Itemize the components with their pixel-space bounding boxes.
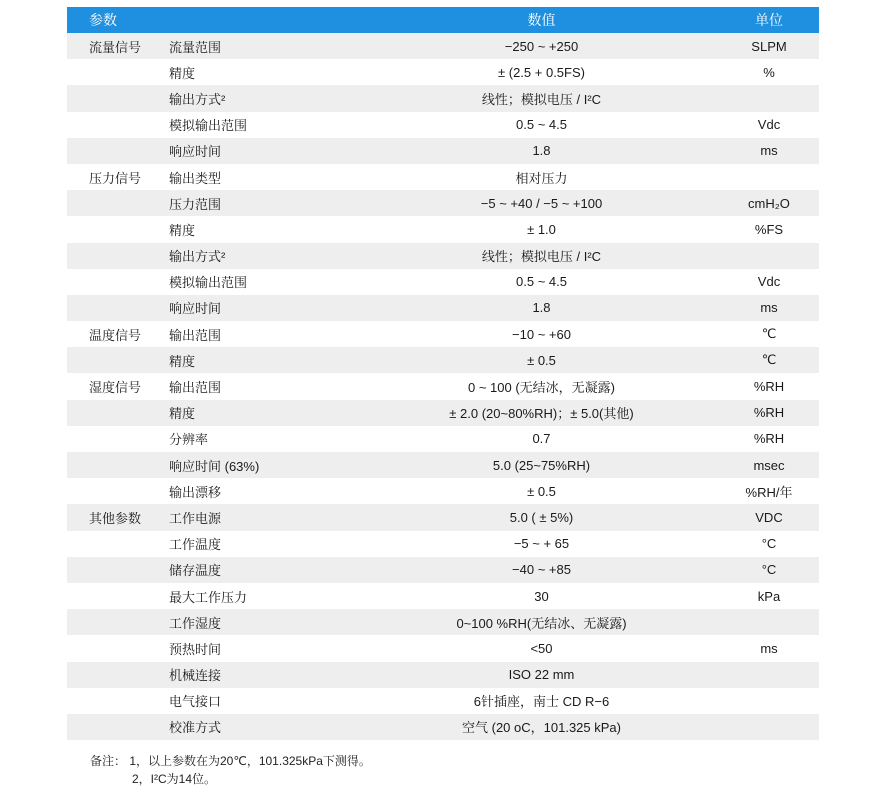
row-value: 相对压力 [515,170,568,186]
row-group-label [67,243,159,269]
row-group-label [67,609,159,635]
row-unit [719,662,819,688]
row-value: ± 0.5 [364,347,719,373]
row-value: −250 ~ +250 [364,33,719,59]
header-param: 参数 [67,7,364,33]
table-row [67,504,819,530]
row-value: 0~100 %RH(无结冰、无凝露) [364,609,719,635]
row-param-name: 响应时间 [159,138,364,164]
row-param-name: 输出范围 [169,380,222,396]
row-group-label: 湿度信号 [89,380,142,396]
row-unit: Vdc [757,117,781,133]
row-group-label: 其他参数 [67,504,159,530]
row-param-name: 精度 [159,400,364,426]
row-param-name: 输出方式² [159,243,364,269]
row-unit: °C [719,557,819,583]
table-row [67,662,819,688]
row-group-label [67,688,159,714]
table-row [67,609,819,635]
table-row [67,269,819,295]
table-row [67,33,819,59]
table-row [67,583,819,609]
row-unit: kPa [757,588,781,604]
table-header-row [67,7,819,33]
table-row [67,373,819,399]
table-row [67,85,819,111]
row-param-name: 精度 [169,65,196,81]
row-param-name: 流量范围 [159,33,364,59]
row-value: 6针插座，南士 CD R−6 [473,694,610,710]
table-row [67,243,819,269]
row-param-name: 机械连接 [159,662,364,688]
spec-table-container [67,7,819,740]
row-group-label [67,85,159,111]
row-value: 5.0 ( ± 5%) [364,504,719,530]
row-unit: SLPM [719,33,819,59]
row-group-label [67,478,159,504]
row-group-label [67,557,159,583]
row-param-name: 工作湿度 [159,609,364,635]
table-row [67,216,819,242]
row-param-name: 输出方式² [159,85,364,111]
row-unit [719,243,819,269]
row-value: 5.0 (25~75%RH) [364,452,719,478]
row-param-name: 输出类型 [169,170,222,186]
row-param-name: 压力范围 [159,190,364,216]
row-param-name: 工作温度 [169,537,222,553]
spec-table [67,7,819,740]
table-row [67,452,819,478]
footnote-2: 2，I²C为14位。 [132,772,217,786]
table-row [67,478,819,504]
row-param-name: 精度 [159,347,364,373]
row-group-label [67,347,159,373]
row-param-name: 储存温度 [159,557,364,583]
table-row [67,164,819,190]
row-param-name: 预热时间 [169,641,222,657]
row-value: 空气 (20 oC，101.325 kPa) [364,714,719,740]
row-group-label [67,112,159,138]
row-group-label: 压力信号 [89,170,142,186]
row-param-name: 最大工作压力 [169,589,248,605]
row-value: 0.5 ~ 4.5 [516,117,567,133]
row-value: 1.8 [364,295,719,321]
table-row [67,426,819,452]
table-row [67,190,819,216]
row-group-label [67,714,159,740]
table-row [67,531,819,557]
row-value: ± 0.5 [527,483,556,499]
row-value: ± (2.5 + 0.5FS) [498,64,585,80]
row-unit: cmH₂O [719,190,819,216]
row-unit: ms [719,138,819,164]
row-unit: ms [760,640,778,656]
row-value: 1.8 [364,138,719,164]
row-value: ± 1.0 [527,221,556,237]
row-value: 0.7 [532,431,551,447]
row-value: 线性；模拟电压 / I²C [364,243,719,269]
table-row [67,112,819,138]
footnotes [90,752,371,788]
row-unit: msec [719,452,819,478]
table-body [67,33,819,740]
row-param-name: 输出漂移 [169,484,222,500]
row-group-label [67,452,159,478]
row-value: 30 [534,588,549,604]
table-row [67,688,819,714]
row-value: 线性；模拟电压 / I²C [364,85,719,111]
row-value: ± 2.0 (20~80%RH)；± 5.0(其他) [364,400,719,426]
row-param-name: 精度 [169,222,196,238]
row-group-label [67,583,159,609]
footnote-1: 备注： 1，以上参数在为20℃，101.325kPa下测得。 [90,754,371,768]
row-unit: %FS [754,221,784,237]
row-group-label: 温度信号 [89,327,142,343]
table-row [67,138,819,164]
table-row [67,321,819,347]
table-row [67,400,819,426]
row-group-label [67,662,159,688]
row-unit: %RH [719,400,819,426]
header-value: 数值 [364,7,719,33]
row-unit: VDC [719,504,819,530]
header-unit: 单位 [719,7,819,33]
row-unit: °C [761,536,777,552]
table-row [67,59,819,85]
row-param-name: 模拟输出范围 [169,118,248,134]
row-group-label [67,190,159,216]
table-row [67,295,819,321]
row-param-name: 工作电源 [159,504,364,530]
row-group-label [67,59,159,85]
row-group-label [67,400,159,426]
table-row [67,714,819,740]
row-param-name: 输出范围 [169,327,222,343]
row-unit: %RH [753,379,785,395]
row-unit: ℃ [761,326,777,342]
row-unit: %RH [753,431,785,447]
row-unit [719,714,819,740]
row-group-label [67,295,159,321]
row-value: 0.5 ~ 4.5 [516,274,567,290]
row-param-name: 响应时间 (63%) [159,452,364,478]
row-group-label [67,216,159,242]
row-value: −10 ~ +60 [512,326,571,342]
row-unit [719,85,819,111]
row-value: <50 [530,640,553,656]
row-group-label [67,138,159,164]
row-group-label: 流量信号 [67,33,159,59]
row-group-label [67,426,159,452]
row-value: −5 ~ + 65 [513,536,570,552]
row-param-name: 电气接口 [169,694,222,710]
row-group-label [67,531,159,557]
row-unit: %RH/年 [745,484,793,500]
row-group-label [67,269,159,295]
row-unit: ms [719,295,819,321]
row-group-label [67,635,159,661]
row-unit: % [763,64,775,80]
row-param-name: 分辨率 [169,432,209,448]
row-unit: Vdc [757,274,781,290]
row-param-name: 模拟输出范围 [169,275,248,291]
row-unit [719,688,819,714]
row-unit [719,164,819,190]
row-unit: ℃ [719,347,819,373]
table-row [67,347,819,373]
row-param-name: 校准方式 [159,714,364,740]
row-value: −40 ~ +85 [364,557,719,583]
row-unit [719,609,819,635]
table-row [67,635,819,661]
table-row [67,557,819,583]
row-value: ISO 22 mm [364,662,719,688]
row-value: 0 ~ 100 (无结冰，无凝露) [467,380,615,396]
row-value: −5 ~ +40 / −5 ~ +100 [364,190,719,216]
row-param-name: 响应时间 [159,295,364,321]
